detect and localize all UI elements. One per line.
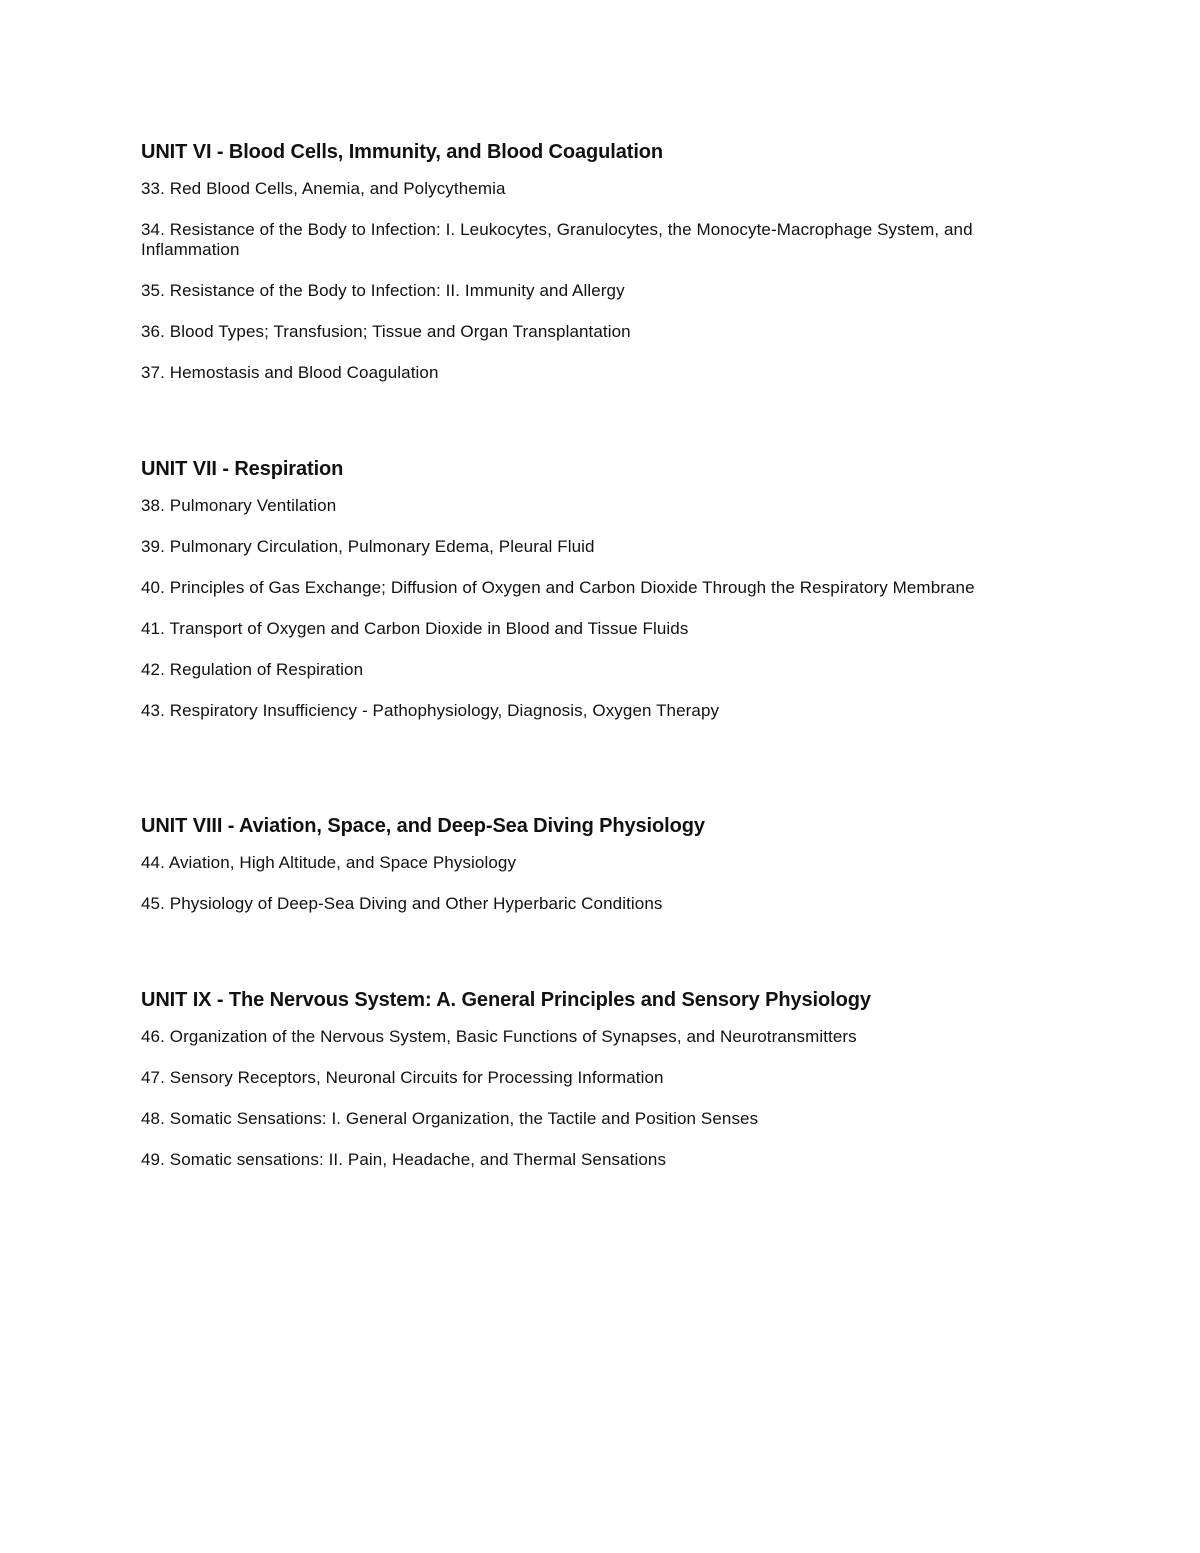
chapter-item: 37. Hemostasis and Blood Coagulation — [141, 363, 439, 382]
chapter-item: 35. Resistance of the Body to Infection: II. Immunity and Allergy — [141, 281, 625, 300]
chapter-item: 48. Somatic Sensations: I. General Organization, the Tactile and Position Senses — [141, 1109, 759, 1128]
chapter-item: 34. Resistance of the Body to Infection: I. Leukocytes, Granulocytes, the Monocyte-Macrophage System, and Inflammation — [141, 220, 973, 259]
unit-section — [141, 814, 1071, 935]
chapter-item: 46. Organization of the Nervous System, Basic Functions of Synapses, and Neurotransmitters — [141, 1027, 857, 1046]
unit-title: UNIT VIII - Aviation, Space, and Deep-Sea Diving Physiology — [141, 815, 705, 837]
unit-section — [141, 988, 1071, 1191]
chapter-item: 41. Transport of Oxygen and Carbon Dioxide in Blood and Tissue Fluids — [141, 619, 689, 638]
chapter-item: 39. Pulmonary Circulation, Pulmonary Edema, Pleural Fluid — [141, 537, 595, 556]
unit-title: UNIT VII - Respiration — [141, 458, 344, 480]
unit-section — [141, 457, 1071, 742]
unit-title: UNIT VI - Blood Cells, Immunity, and Blood Coagulation — [141, 141, 664, 163]
chapter-item: 42. Regulation of Respiration — [141, 660, 364, 679]
chapter-item: 38. Pulmonary Ventilation — [141, 496, 337, 515]
chapter-item: 49. Somatic sensations: II. Pain, Headache, and Thermal Sensations — [141, 1150, 667, 1169]
chapter-item: 47. Sensory Receptors, Neuronal Circuits for Processing Information — [141, 1068, 664, 1087]
unit-title: UNIT IX - The Nervous System: A. General Principles and Sensory Physiology — [141, 989, 871, 1011]
chapter-item: 33. Red Blood Cells, Anemia, and Polycythemia — [141, 179, 506, 198]
chapter-item: 44. Aviation, High Altitude, and Space Physiology — [141, 853, 517, 872]
chapter-item: 45. Physiology of Deep-Sea Diving and Other Hyperbaric Conditions — [141, 894, 663, 913]
unit-section — [141, 140, 1071, 404]
chapter-item: 43. Respiratory Insufficiency - Pathophysiology, Diagnosis, Oxygen Therapy — [141, 701, 720, 720]
chapter-item: 36. Blood Types; Transfusion; Tissue and Organ Transplantation — [141, 322, 631, 341]
chapter-item: 40. Principles of Gas Exchange; Diffusion of Oxygen and Carbon Dioxide Through the Respiratory Membrane — [141, 578, 975, 597]
